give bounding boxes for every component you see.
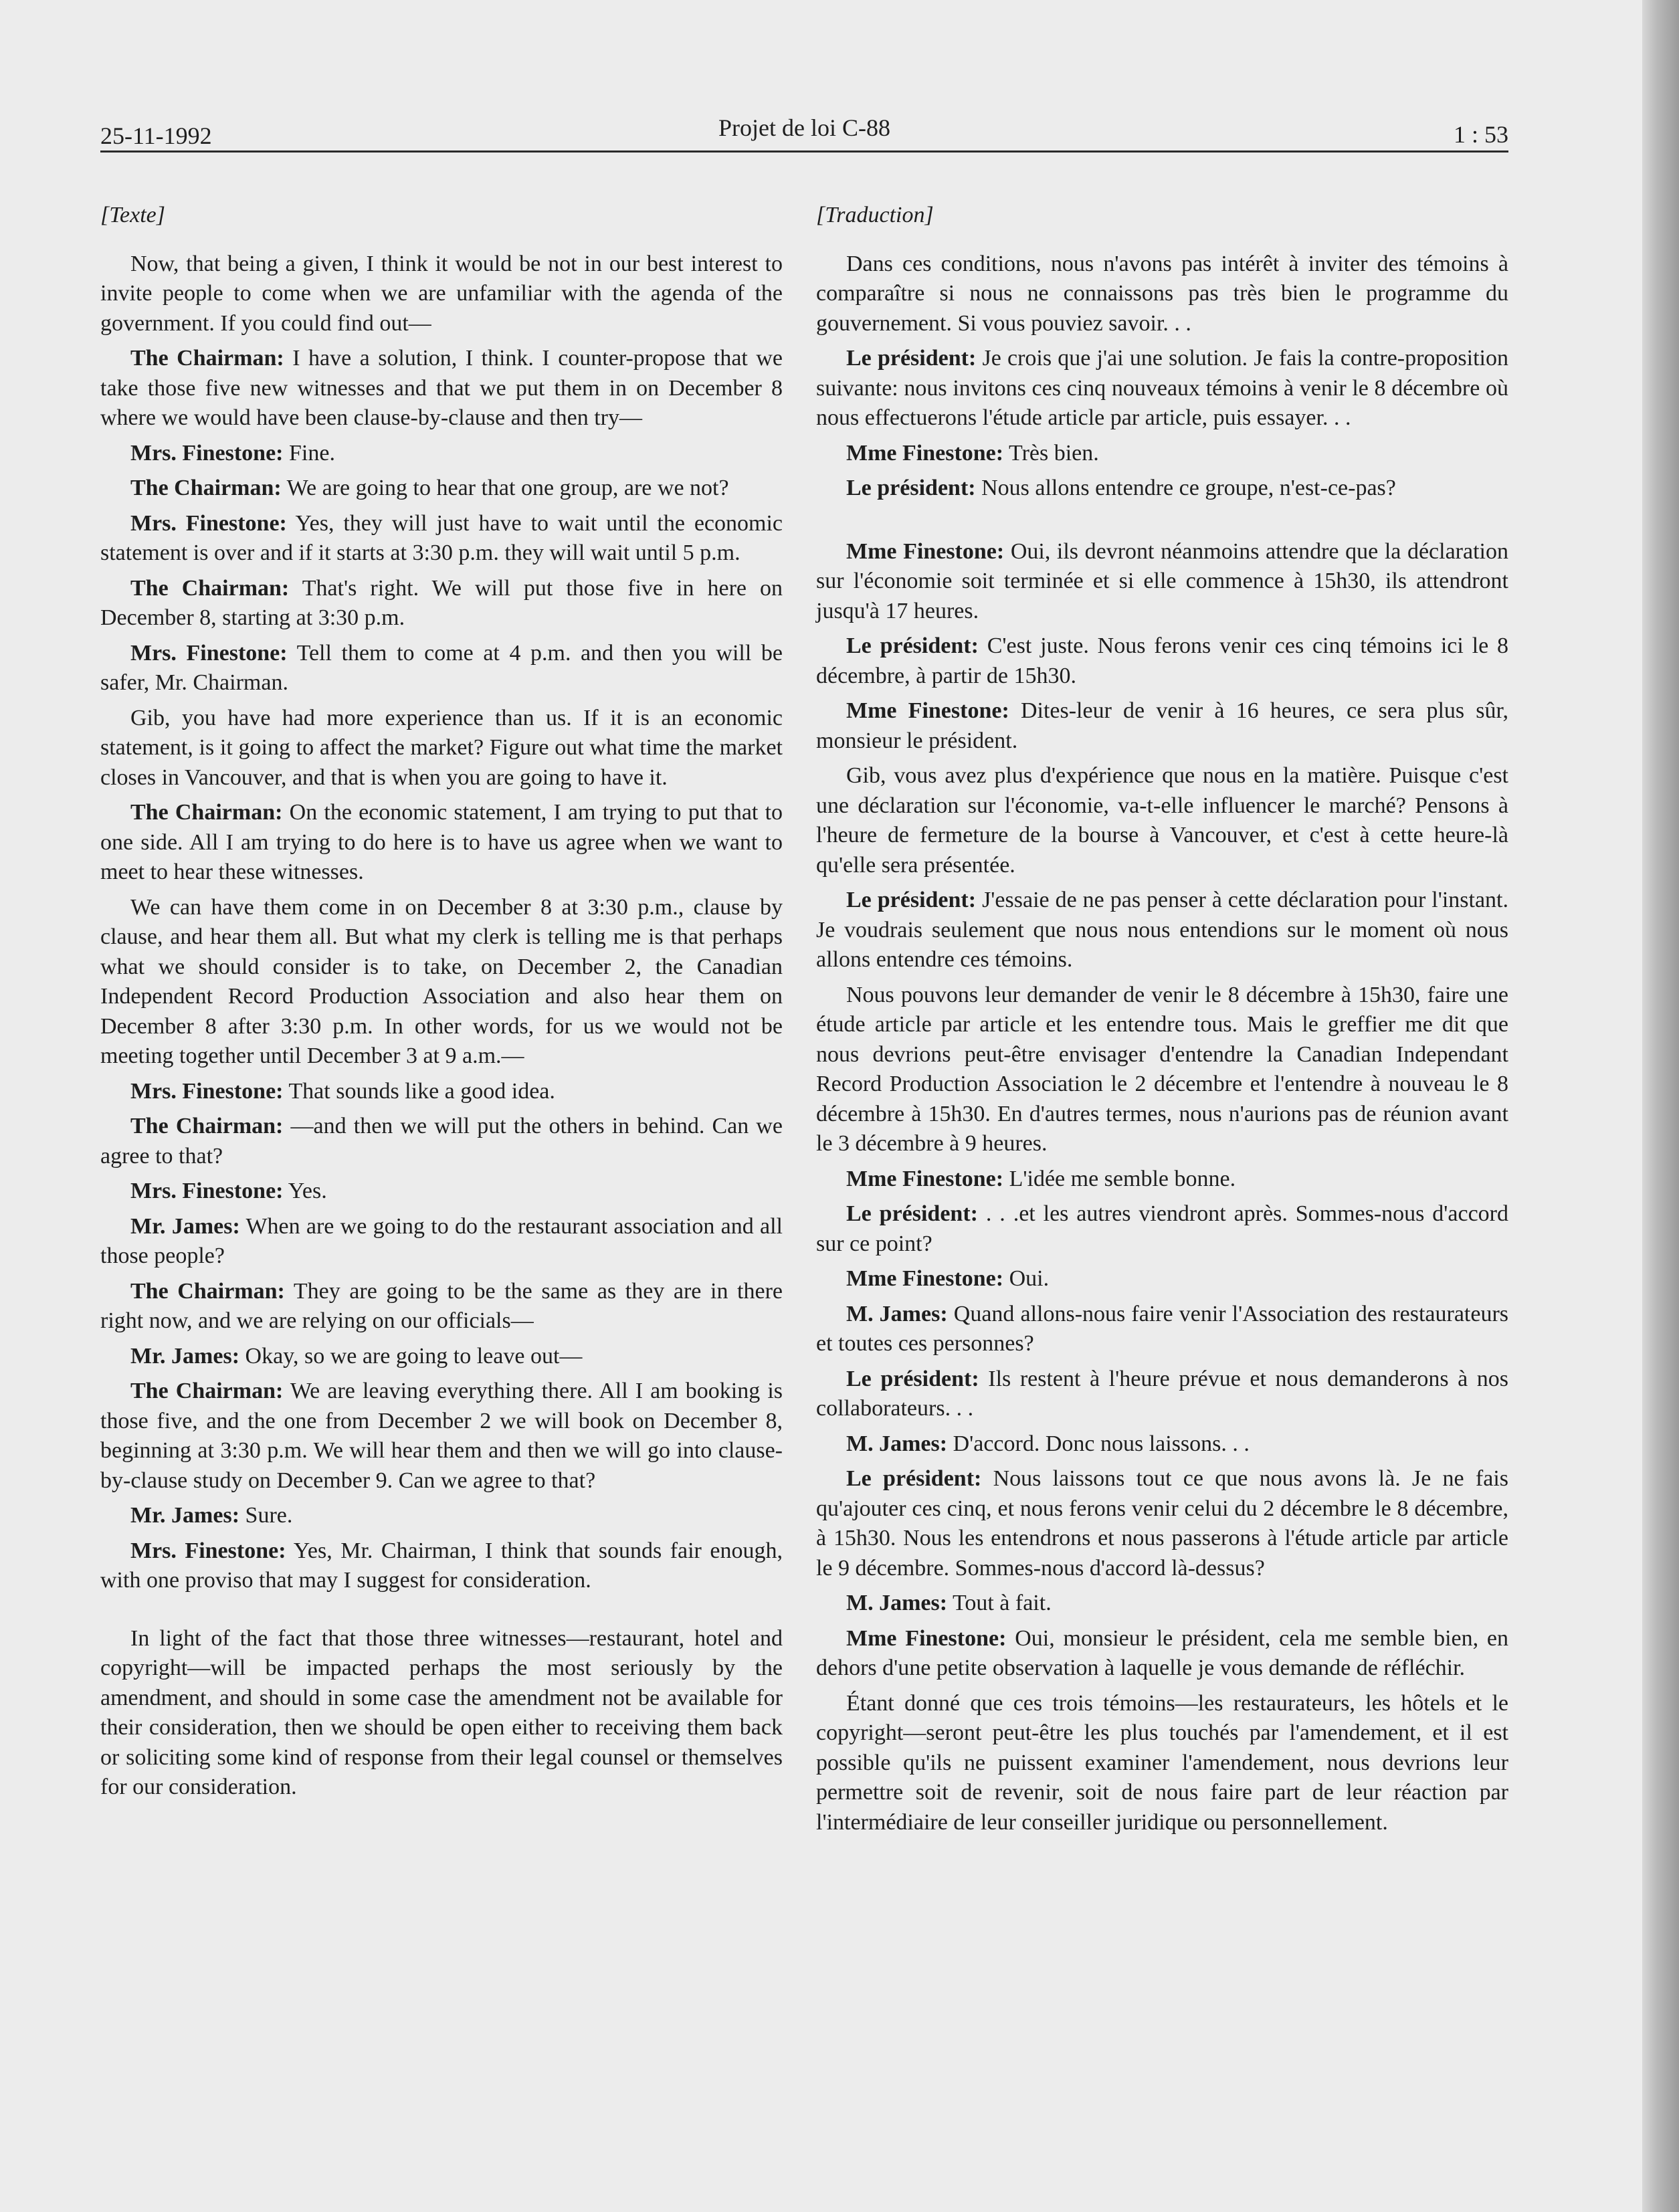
paragraph — [816, 344, 1508, 433]
paragraph — [816, 1199, 1508, 1259]
speaker-name: The Chairman: — [130, 1114, 284, 1138]
paragraph-text: . . .et les autres viendront après. Sommes-nous d'accord sur ce point? — [816, 1201, 1509, 1256]
paragraph-text: Je crois que j'ai une solution. Je fais la contre-proposition suivante: nous invitons ces cinq nouveaux témoins à venir le 8 décembre où nous effectuerons l'étude article par article, puis essayer. . . — [816, 346, 1509, 430]
paragraph — [100, 639, 783, 698]
speaker-name: Le président: — [846, 888, 977, 912]
english-paragraphs — [100, 249, 783, 1803]
paragraph-text: Tout à fait. — [952, 1591, 1052, 1615]
paragraph — [100, 474, 783, 504]
paragraph — [100, 1212, 783, 1272]
paragraph — [100, 1536, 783, 1596]
speaker-name: Le président: — [846, 1466, 982, 1491]
speaker-name: Mrs. Finestone: — [130, 1078, 284, 1104]
french-column — [816, 201, 1508, 1843]
paragraph — [816, 1300, 1508, 1359]
paragraph — [816, 631, 1508, 691]
paragraph-text: Ils restent à l'heure prévue et nous demanderons à nos collaborateurs. . . — [816, 1366, 1509, 1421]
paragraph — [100, 344, 783, 433]
speaker-name: Mrs. Finestone: — [130, 640, 288, 666]
paragraph — [100, 574, 783, 633]
paragraph — [100, 1112, 783, 1171]
paragraph-text: When are we going to do the restaurant association and all those people? — [100, 1213, 783, 1268]
paragraph — [100, 509, 783, 569]
paragraph-text: Quand allons-nous faire venir l'Association des restaurateurs et toutes ces personnes? — [816, 1301, 1509, 1356]
speaker-name: Mrs. Finestone: — [130, 1538, 286, 1563]
paragraph-text: Étant donné que ces trois témoins—les restaurateurs, les hôtels et le copyright—seront peut-être les plus touchés par l'amendement, et il est possible qu'ils ne puissent examiner l'amendement, nous devrions leur permettre soit de revenir, soit de nous faire part de leur réaction par l'intermédiaire de leur conseiller juridique ou personnellement. — [816, 1690, 1508, 1835]
paragraph-text: Nous allons entendre ce groupe, n'est-ce-pas? — [981, 476, 1396, 500]
speaker-name: Mr. James: — [130, 1213, 240, 1239]
paragraph — [816, 1165, 1508, 1195]
paragraph-text: Gib, vous avez plus d'expérience que nous en la matière. Puisque c'est une déclaration sur l'économie, va-t-elle influencer le marché? Pensons à l'heure de fermeture de la bourse à Vancouver, et c'est à cette heure-là qu'elle sera présentée. — [816, 763, 1508, 878]
speaker-name: Mrs. Finestone: — [130, 1179, 284, 1203]
paragraph — [100, 1624, 783, 1803]
speaker-name: M. James: — [846, 1431, 948, 1456]
paragraph-text: That sounds like a good idea. — [288, 1078, 555, 1104]
paragraph-text: C'est juste. Nous ferons venir ces cinq témoins ici le 8 décembre, à partir de 15h30. — [816, 633, 1509, 688]
paragraph-text: Sure. — [245, 1503, 293, 1528]
speaker-name: Mme Finestone: — [846, 440, 1004, 466]
paragraph — [100, 439, 783, 469]
speaker-name: Le président: — [846, 476, 976, 500]
header-page-number: 1 : 53 — [1453, 121, 1508, 148]
paragraph — [816, 439, 1508, 469]
speaker-name: Le président: — [846, 633, 979, 658]
speaker-name: Mme Finestone: — [846, 698, 1009, 723]
paragraph-text: We are leaving everything there. All I am booking is those five, and the one from December 2 we will book on December 8, beginning at 3:30 p.m. We will hear them and then we will go into clause-by-clause study on December 9. Can we agree to that? — [100, 1379, 783, 1493]
paragraph-text: Yes. — [288, 1179, 327, 1203]
paragraph — [100, 1377, 783, 1496]
paragraph — [816, 1365, 1508, 1424]
paragraph-text: Gib, you have had more experience than us. If it is an economic statement, is it going to affect the market? Figure out what time the market closes in Vancouver, and that is when you are going to have it. — [100, 705, 783, 790]
page-header — [100, 114, 1508, 161]
paragraph — [100, 893, 783, 1072]
paragraph-text: We can have them come in on December 8 at 3:30 p.m., clause by clause, and hear them all. But what my clerk is telling me is that perhaps what we should consider is to take, on December 2, the Canadian Independent Record Production Association and also hear them on December 8 after 3:30 p.m. In other words, for us we would not be meeting together until December 3 at 9 a.m.— — [100, 894, 783, 1068]
paragraph-text: Nous laissons tout ce que nous avons là. Je ne fais qu'ajouter ces cinq, et nous ferons venir celui du 2 décembre le 8 décembre, à 15h30. Nous les entendrons et nous passerons à l'étude article par article le 9 décembre. Sommes-nous d'accord là-dessus? — [816, 1466, 1508, 1581]
paragraph-text: J'essaie de ne pas penser à cette déclaration pour l'instant. Je voudrais seulement que nous nous entendions sur le moment où nous allons entendre ces témoins. — [816, 888, 1508, 972]
speaker-name: The Chairman: — [130, 476, 282, 500]
paragraph-text: In light of the fact that those three witnesses—restaurant, hotel and copyright—will be impacted perhaps the most seriously by the amendment, and should in some case the amendment not be available for their consideration, then we should be open either to receiving them back or soliciting some kind of response from their legal counsel or themselves for our consideration. — [100, 1625, 783, 1799]
speaker-name: Le président: — [846, 1366, 979, 1391]
paragraph — [816, 1624, 1508, 1684]
paragraph — [816, 249, 1508, 339]
paragraph — [816, 1429, 1508, 1460]
speaker-name: M. James: — [846, 1591, 948, 1615]
header-rule — [100, 150, 1508, 153]
speaker-name: Mme Finestone: — [846, 1625, 1007, 1651]
paragraph — [100, 1177, 783, 1207]
paragraph-text: Dites-leur de venir à 16 heures, ce sera plus sûr, monsieur le président. — [816, 698, 1508, 753]
page-edge-shadow — [1642, 0, 1679, 2212]
paragraph-text: —and then we will put the others in behind. Can we agree to that? — [100, 1114, 783, 1169]
paragraph-text: Yes, Mr. Chairman, I think that sounds fair enough, with one proviso that may I suggest for consideration. — [100, 1538, 783, 1593]
paragraph-text: They are going to be the same as they are in there right now, and we are relying on our officials— — [100, 1278, 783, 1333]
paragraph — [816, 886, 1508, 975]
header-date: 25-11-1992 — [100, 122, 212, 149]
paragraph — [100, 1342, 783, 1372]
paragraph-text: Dans ces conditions, nous n'avons pas intérêt à inviter des témoins à comparaître si nous ne connaissons pas très bien le programme du gouvernement. Si vous pouviez savoir. . . — [816, 251, 1508, 336]
paragraph-text: L'idée me semble bonne. — [1009, 1166, 1236, 1191]
paragraph-text: Très bien. — [1009, 440, 1099, 466]
english-column — [100, 201, 783, 1808]
speaker-name: Mr. James: — [130, 1503, 240, 1528]
header-title: Projet de loi C-88 — [718, 114, 890, 141]
speaker-name: Mme Finestone: — [846, 1166, 1004, 1191]
paragraph-text: On the economic statement, I am trying to put that to one side. All I am trying to do here is to have us agree when we want to meet to hear these witnesses. — [100, 800, 783, 884]
french-column-label: [Traduction] — [816, 203, 934, 227]
speaker-name: Le président: — [846, 1201, 978, 1226]
paragraph-text: Tell them to come at 4 p.m. and then you will be safer, Mr. Chairman. — [100, 640, 783, 695]
speaker-name: The Chairman: — [130, 800, 283, 825]
paragraph-text: Oui. — [1009, 1266, 1050, 1291]
paragraph — [100, 1077, 783, 1107]
paragraph-text: We are going to hear that one group, are we not? — [286, 476, 729, 500]
speaker-name: Mr. James: — [130, 1343, 240, 1369]
paragraph-text: Now, that being a given, I think it would be not in our best interest to invite people to come when we are unfamiliar with the agenda of the government. If you could find out— — [100, 251, 783, 336]
paragraph — [816, 1689, 1508, 1838]
paragraph — [816, 696, 1508, 756]
french-paragraphs — [816, 249, 1508, 1838]
paragraph — [816, 981, 1508, 1159]
paragraph-text: D'accord. Donc nous laissons. . . — [953, 1431, 1250, 1456]
paragraph — [100, 704, 783, 793]
speaker-name: Le président: — [846, 346, 977, 371]
speaker-name: The Chairman: — [130, 346, 284, 371]
speaker-name: M. James: — [846, 1301, 948, 1326]
paragraph-text: Nous pouvons leur demander de venir le 8 décembre à 15h30, faire une étude article par article et les entendre tous. Mais le greffier me dit que nous devrions peut-être envisager d'entendre la Canadian Independant Record Production Association le 2 décembre et l'entendre à nouveau le 8 décembre à 15h30. En d'autres termes, nous n'aurions pas de réunion avant le 3 décembre à 9 heures. — [816, 982, 1508, 1156]
paragraph-text: Yes, they will just have to wait until the economic statement is over and if it starts at 3:30 p.m. they will wait until 5 p.m. — [100, 510, 783, 565]
speaker-name: Mme Finestone: — [846, 1266, 1004, 1291]
speaker-name: Mrs. Finestone: — [130, 440, 284, 466]
paragraph-text: Oui, monsieur le président, cela me semble bien, en dehors d'une petite observation à laquelle je vous demande de réfléchir. — [816, 1625, 1508, 1680]
paragraph — [816, 761, 1508, 880]
speaker-name: The Chairman: — [130, 1278, 285, 1304]
paragraph — [816, 474, 1508, 504]
paragraph — [816, 537, 1508, 627]
paragraph — [100, 249, 783, 339]
paragraph-text: Okay, so we are going to leave out— — [245, 1343, 583, 1369]
english-column-label: [Texte] — [100, 203, 165, 227]
paragraph — [100, 1501, 783, 1531]
speaker-name: The Chairman: — [130, 575, 290, 601]
paragraph-text: Oui, ils devront néanmoins attendre que la déclaration sur l'économie soit terminée et si elle commence à 15h30, ils attendront jusqu'à 17 heures. — [816, 538, 1508, 623]
paragraph — [816, 1589, 1508, 1619]
speaker-name: Mme Finestone: — [846, 538, 1005, 564]
speaker-name: Mrs. Finestone: — [130, 510, 287, 536]
paragraph — [100, 1277, 783, 1336]
paragraph — [100, 798, 783, 888]
paragraph — [816, 1264, 1508, 1294]
paragraph-text: That's right. We will put those five in here on December 8, starting at 3:30 p.m. — [100, 575, 783, 630]
paragraph-text: I have a solution, I think. I counter-propose that we take those five new witnesses and that we put them in on December 8 where we would have been clause-by-clause and then try— — [100, 346, 783, 430]
paragraph-text: Fine. — [289, 440, 335, 466]
speaker-name: The Chairman: — [130, 1379, 284, 1403]
paragraph — [816, 1464, 1508, 1583]
